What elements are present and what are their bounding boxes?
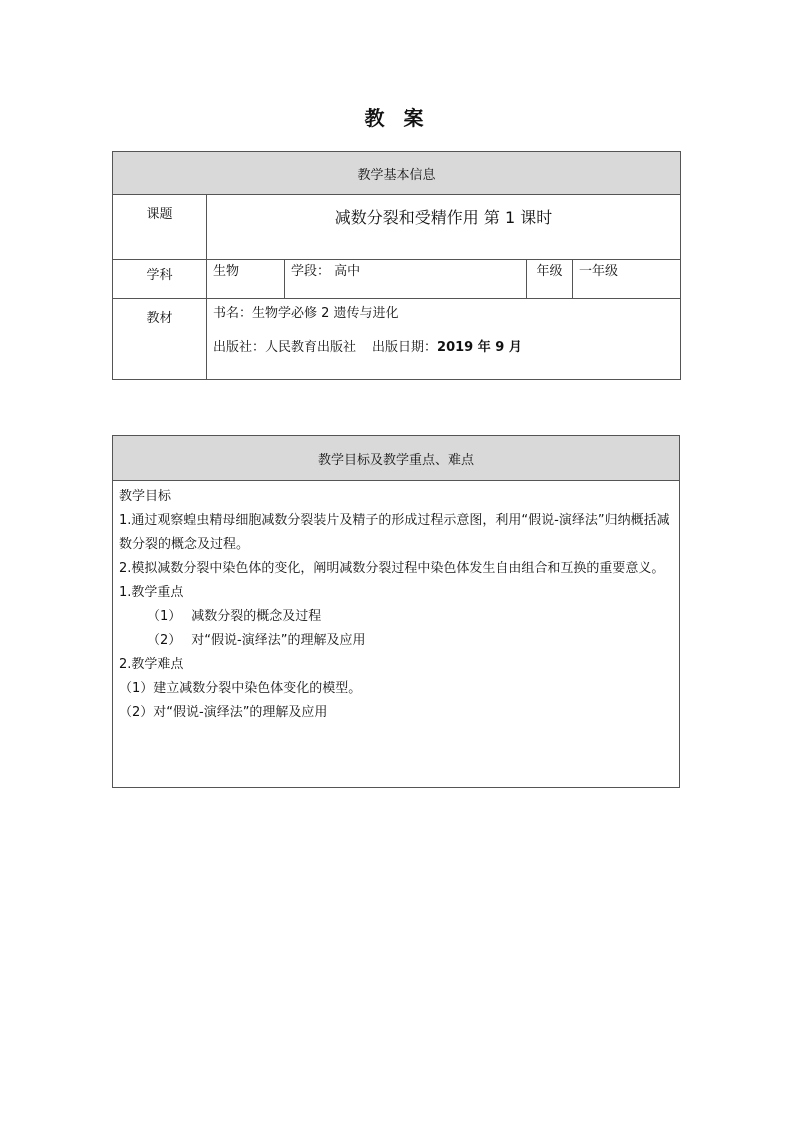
key-points-heading: 1.教学重点 xyxy=(119,585,184,600)
subject-value: 生物 xyxy=(207,260,285,299)
topic-value: 减数分裂和受精作用 第 1 课时 xyxy=(207,195,681,260)
difficulty-heading: 2.教学难点 xyxy=(119,657,184,672)
document-title: 教 案 xyxy=(364,106,430,130)
key-point-1: （1） 减数分裂的概念及过程 xyxy=(147,609,322,624)
stage-value: 高中 xyxy=(334,264,361,279)
grade-value: 一年级 xyxy=(573,260,681,299)
goals-body xyxy=(113,481,680,788)
goals-heading: 教学目标 xyxy=(119,489,172,504)
textbook-label: 教材 xyxy=(113,299,207,380)
textbook-value xyxy=(207,299,681,380)
key-point-2: （2） 对“假说-演绎法”的理解及应用 xyxy=(147,633,366,648)
pub-date-value: 2019 年 9 月 xyxy=(437,340,522,355)
publisher-line xyxy=(213,338,674,372)
goals-table xyxy=(112,435,680,788)
difficulty-1: （1）建立减数分裂中染色体变化的模型。 xyxy=(119,681,362,696)
basic-info-header: 教学基本信息 xyxy=(113,152,681,195)
basic-info-table xyxy=(112,151,681,380)
stage-cell xyxy=(285,260,527,299)
goal-item-2: 2.模拟减数分裂中染色体的变化，阐明减数分裂过程中染色体发生自由组合和互换的重要意义。 xyxy=(119,561,665,576)
grade-label: 年级 xyxy=(527,260,573,299)
subject-label: 学科 xyxy=(113,260,207,299)
goals-header: 教学目标及教学重点、难点 xyxy=(113,436,680,481)
book-name-line xyxy=(213,304,674,338)
book-label: 书名： xyxy=(213,306,253,321)
topic-label: 课题 xyxy=(113,195,207,260)
book-value: 生物学必修 2 遗传与进化 xyxy=(252,306,399,321)
publisher-label: 出版社： xyxy=(213,340,266,355)
stage-label: 学段： xyxy=(291,264,331,279)
pub-date-label: 出版日期： xyxy=(372,340,438,355)
difficulty-2: （2）对“假说-演绎法”的理解及应用 xyxy=(119,705,328,720)
publisher-value: 人民教育出版社 xyxy=(265,340,357,355)
goal-item-1: 1.通过观察蝗虫精母细胞减数分裂装片及精子的形成过程示意图，利用“假说-演绎法”归纳概括减数分裂的概念及过程。 xyxy=(119,513,670,552)
